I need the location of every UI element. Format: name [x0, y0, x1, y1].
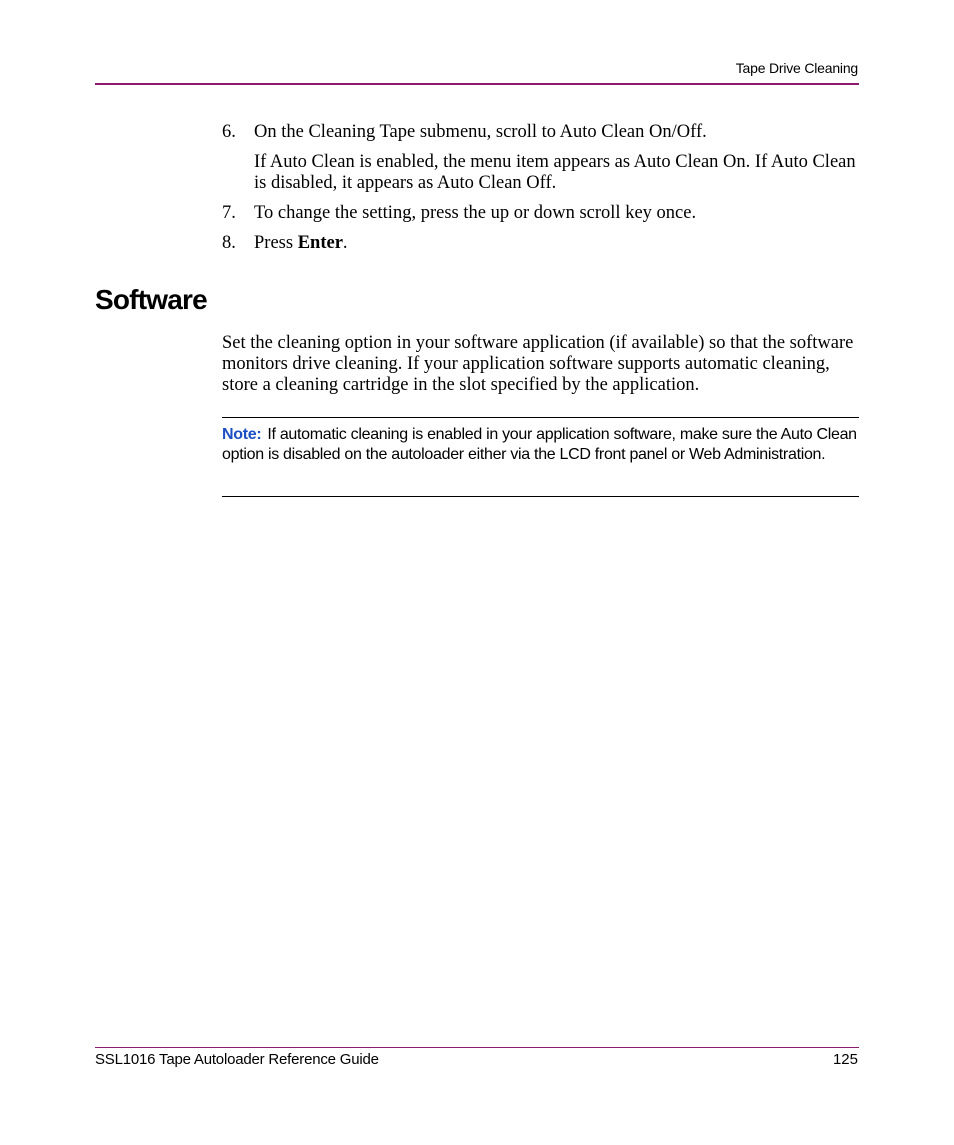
note-body: If automatic cleaning is enabled in your application software, make sure the Auto Clean option is disabled on the autoloader either via the LCD front panel or Web Administration. [222, 426, 857, 463]
step-6-detail: If Auto Clean is enabled, the menu item appears as Auto Clean On. If Auto Clean is disabled, it appears as Auto Clean Off. [254, 152, 856, 193]
note-box [222, 417, 859, 497]
step-text: On the Cleaning Tape submenu, scroll to Auto Clean On/Off. [254, 122, 707, 142]
step-text [254, 233, 862, 254]
step-text: To change the setting, press the up or down scroll key once. [254, 203, 697, 223]
note-label: Note: [222, 426, 262, 443]
header-rule [95, 83, 859, 85]
enter-key-label: Enter [297, 233, 343, 253]
step-number: 7. [222, 203, 236, 223]
step-text-suffix: . [342, 233, 348, 253]
step-number: 8. [222, 233, 236, 253]
section-heading: Software [95, 284, 207, 315]
page-number: 125 [832, 1051, 858, 1068]
step-number: 6. [222, 122, 236, 142]
running-header: Tape Drive Cleaning [735, 60, 858, 76]
procedure-steps [222, 122, 862, 263]
step-6 [222, 122, 862, 143]
note-text [222, 425, 862, 464]
section-paragraph: Set the cleaning option in your software application (if available) so that the software monitors drive cleaning. If your application software supports automatic cleaning, store a cleaning cartridge in the slot specified by the application. [222, 333, 854, 395]
footer-guide-title: SSL1016 Tape Autoloader Reference Guide [95, 1051, 379, 1068]
step-7 [222, 203, 862, 224]
step-8 [222, 233, 862, 254]
footer-rule [95, 1047, 859, 1048]
step-text-prefix: Press [254, 233, 298, 253]
